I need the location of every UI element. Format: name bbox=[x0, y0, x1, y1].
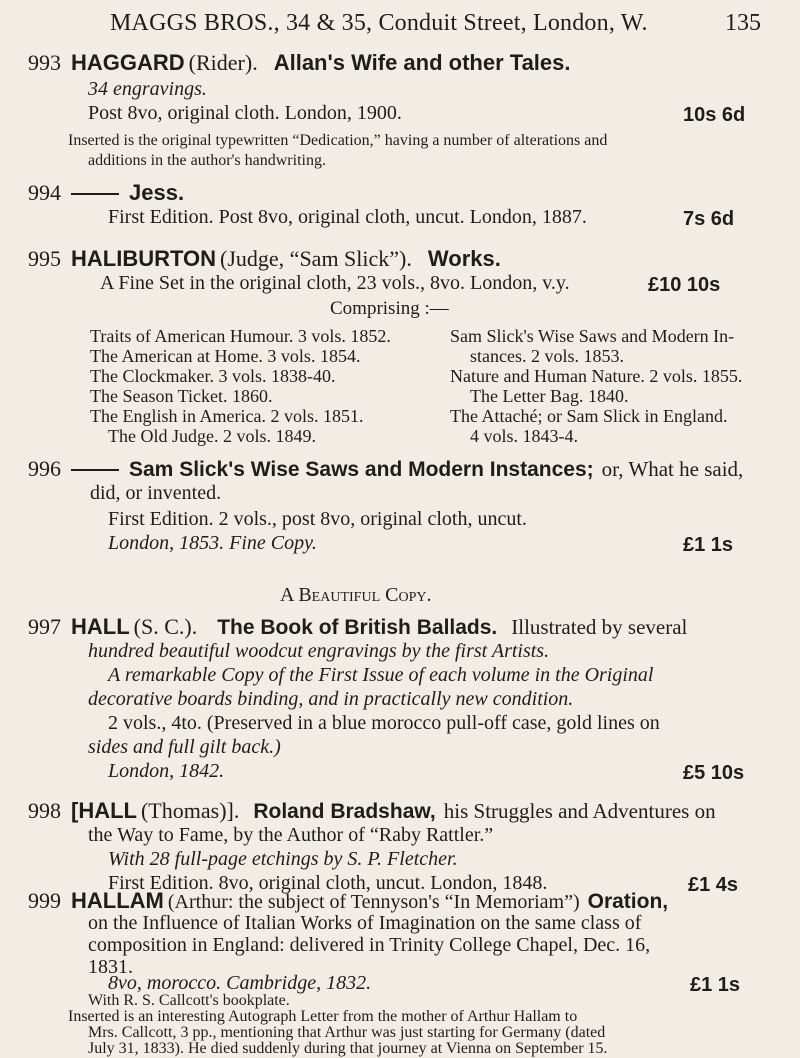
work-title: Jess. bbox=[129, 180, 185, 205]
price: £1 1s bbox=[690, 974, 741, 996]
list-item: The English in America. 2 vols. 1851. bbox=[90, 406, 364, 426]
entry-line: A remarkable Copy of the First Issue of each volume in the Original bbox=[108, 664, 654, 686]
list-item: The Season Ticket. 1860. bbox=[90, 386, 273, 406]
page-number: 135 bbox=[725, 10, 761, 36]
lot-number: 998 bbox=[28, 798, 61, 823]
entry-note: Mrs. Callcott, 3 pp., mentioning that Arthur was just starting for Germany (dated bbox=[88, 1024, 606, 1041]
title-rest: Illustrated by several bbox=[511, 615, 688, 639]
comprising-label: Comprising :— bbox=[330, 298, 449, 319]
lot-number: 997 bbox=[28, 614, 61, 639]
price: £1 1s bbox=[683, 534, 734, 556]
entry-line: 34 engravings. bbox=[88, 78, 207, 100]
title-rest: or, What he said, bbox=[601, 457, 744, 481]
author: HALLAM bbox=[71, 888, 164, 913]
list-item: The Clockmaker. 3 vols. 1838-40. bbox=[90, 366, 336, 386]
list-item: 4 vols. 1843-4. bbox=[470, 426, 578, 446]
entry-line: A Fine Set in the original cloth, 23 vols., 8vo. London, v.y. bbox=[100, 272, 570, 294]
entry-note: Inserted is an interesting Autograph Letter from the mother of Arthur Hallam to bbox=[68, 1008, 578, 1025]
entry-line: sides and full gilt back.) bbox=[88, 736, 281, 758]
entry-note: With R. S. Callcott's bookplate. bbox=[88, 992, 290, 1009]
work-title: Oration, bbox=[587, 890, 669, 913]
header-title: MAGGS BROS., 34 & 35, Conduit Street, London, W. bbox=[110, 10, 648, 36]
entry-line: decorative boards binding, and in practically new condition. bbox=[88, 688, 574, 710]
author: HAGGARD bbox=[71, 50, 185, 75]
work-title: Works. bbox=[427, 246, 501, 271]
author-note: (Arthur: the subject of Tennyson's “In Memoriam”) bbox=[167, 891, 580, 913]
author: [HALL bbox=[71, 798, 137, 823]
work-title: Allan's Wife and other Tales. bbox=[273, 50, 571, 75]
author-note: (S. C.). bbox=[133, 614, 198, 639]
entry-line: hundred beautiful woodcut engravings by the first Artists. bbox=[88, 640, 550, 662]
entry-line: composition in England: delivered in Trinity College Chapel, Dec. 16, bbox=[88, 934, 651, 956]
list-item: The Old Judge. 2 vols. 1849. bbox=[108, 426, 316, 446]
author-note: (Thomas)]. bbox=[140, 798, 240, 823]
ditto-dash bbox=[71, 469, 119, 471]
entry-line: Post 8vo, original cloth. London, 1900. bbox=[88, 102, 402, 124]
entry-note: additions in the author's handwriting. bbox=[88, 152, 326, 169]
entry-line: First Edition. Post 8vo, original cloth, uncut. London, 1887. bbox=[108, 206, 587, 228]
author: HALIBURTON bbox=[71, 246, 217, 271]
lot-number: 999 bbox=[28, 888, 61, 913]
lot-number: 994 bbox=[28, 180, 61, 205]
work-title: The Book of British Ballads. bbox=[217, 616, 498, 639]
entry-line: 1831. bbox=[88, 956, 133, 978]
lot-number: 996 bbox=[28, 456, 61, 481]
work-title: Roland Bradshaw, bbox=[253, 800, 436, 823]
entry-line: With 28 full-page etchings by S. P. Fletcher. bbox=[108, 848, 458, 870]
entry-line: First Edition. 8vo, original cloth, uncut. London, 1848. bbox=[108, 872, 548, 894]
author-note: (Rider). bbox=[188, 50, 258, 75]
price: 7s 6d bbox=[683, 208, 735, 230]
price: £10 10s bbox=[648, 274, 721, 296]
ditto-dash bbox=[71, 193, 119, 195]
list-item: Nature and Human Nature. 2 vols. 1855. bbox=[450, 366, 743, 386]
copy-heading: A Beautiful Copy. bbox=[280, 584, 432, 606]
lot-number: 995 bbox=[28, 246, 61, 271]
entry-note: Inserted is the original typewritten “Dedication,” having a number of alterations and bbox=[68, 132, 608, 149]
entry-line: First Edition. 2 vols., post 8vo, original cloth, uncut. bbox=[108, 508, 527, 530]
entry-line: London, 1853. Fine Copy. bbox=[108, 532, 317, 554]
title-rest: his Struggles and Adventures on bbox=[443, 799, 716, 823]
list-item: Traits of American Humour. 3 vols. 1852. bbox=[90, 326, 391, 346]
work-title: Sam Slick's Wise Saws and Modern Instances; bbox=[129, 458, 594, 481]
list-item: stances. 2 vols. 1853. bbox=[470, 346, 624, 366]
entry-note: July 31, 1833). He died suddenly during that journey at Vienna on September 15. bbox=[88, 1040, 608, 1057]
price: £5 10s bbox=[683, 762, 745, 784]
author: HALL bbox=[71, 614, 130, 639]
price: £1 4s bbox=[688, 874, 739, 896]
list-item: The American at Home. 3 vols. 1854. bbox=[90, 346, 361, 366]
lot-number: 993 bbox=[28, 50, 61, 75]
entry-line: 8vo, morocco. Cambridge, 1832. bbox=[108, 972, 372, 994]
list-item: The Attaché; or Sam Slick in England. bbox=[450, 406, 728, 426]
entry-line: London, 1842. bbox=[108, 760, 225, 782]
price: 10s 6d bbox=[683, 104, 746, 126]
list-item: The Letter Bag. 1840. bbox=[470, 386, 629, 406]
author-note: (Judge, “Sam Slick”). bbox=[220, 246, 412, 271]
entry-line: did, or invented. bbox=[90, 482, 222, 504]
running-header bbox=[0, 6, 800, 42]
entry-line: the Way to Fame, by the Author of “Raby Rattler.” bbox=[88, 824, 494, 846]
entry-line: on the Influence of Italian Works of Imagination on the same class of bbox=[88, 912, 642, 934]
entry-line: 2 vols., 4to. (Preserved in a blue morocco pull-off case, gold lines on bbox=[108, 712, 660, 734]
list-item: Sam Slick's Wise Saws and Modern In- bbox=[450, 326, 735, 346]
